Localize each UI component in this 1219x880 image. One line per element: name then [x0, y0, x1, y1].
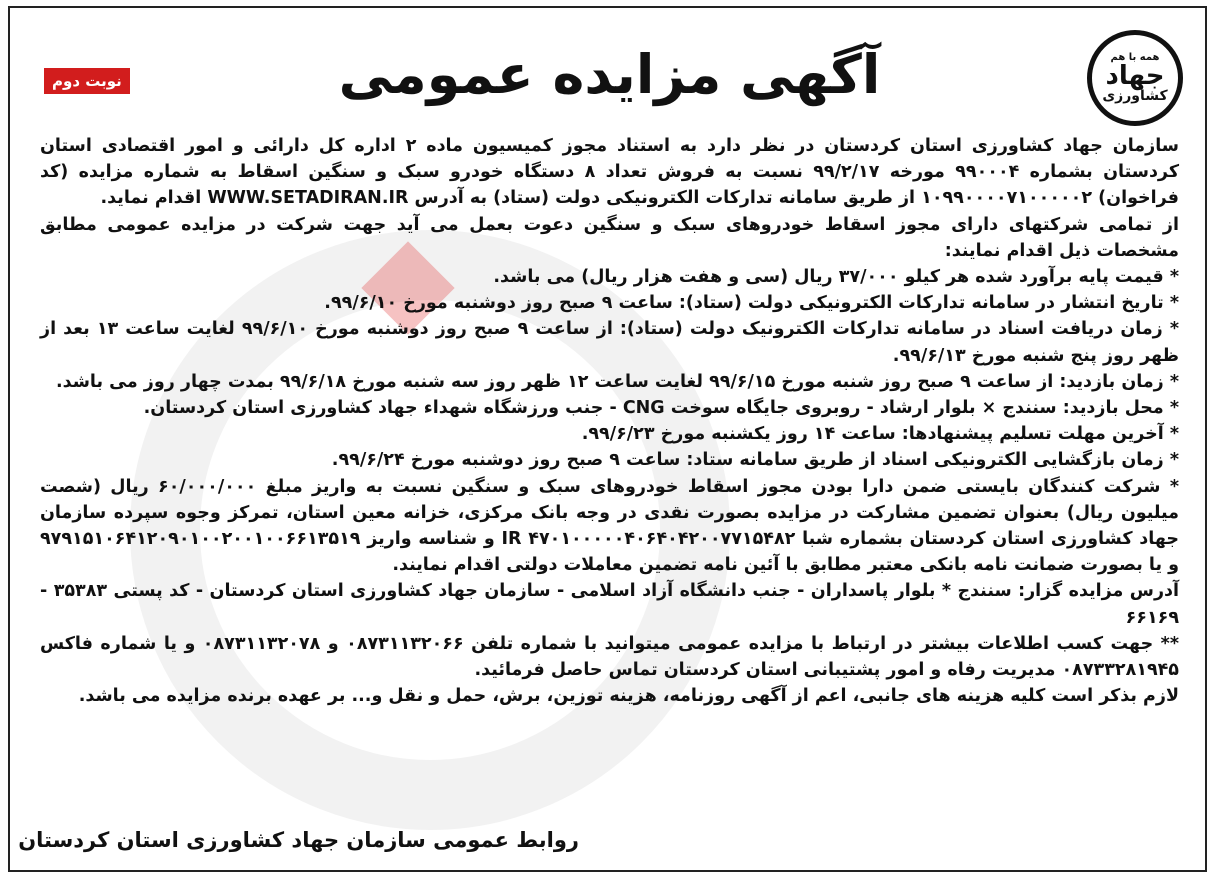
item-deadline: * آخرین مهلت تسلیم پیشنهادها: ساعت ۱۴ روز یکشنبه مورخ ۹۹/۶/۲۳.: [581, 424, 1179, 445]
second-round-badge: نوبت دوم: [44, 68, 130, 94]
logo-line-1: همه با هم: [1110, 52, 1160, 63]
ad-body: [40, 133, 1179, 709]
logo-line-2: جهاد: [1105, 61, 1165, 91]
item-base-price: * قیمت پایه برآورد شده هر کیلو ۳۷/۰۰۰ ریال (سی و هفت هزار ریال) می باشد.: [493, 267, 1179, 288]
item-opening: * زمان بازگشایی الکترونیکی اسناد از طریق سامانه ستاد: ساعت ۹ صبح روز دوشنبه مورخ ۹۹/۶/۲۴.: [331, 450, 1179, 471]
item-documents-period: * زمان دریافت اسناد در سامانه تدارکات الکترونیک دولت (ستاد): از ساعت ۹ صبح روز دوشنبه مورخ ۹۹/۶/۱۰ لغایت ساعت ۱۳ بعد از ظهر روز پنج شنبه مورخ ۹۹/۶/۱۳.: [40, 319, 1179, 366]
logo-line-3: کشاورزی: [1102, 88, 1168, 104]
item-contact: ** جهت کسب اطلاعات بیشتر در ارتباط با مزایده عمومی میتوانید با شماره تلفن ۰۸۷۳۱۱۳۲۰۶۶ و ۰۸۷۳۱۱۳۲۰۷۸ و یا شماره فاکس ۰۸۷۳۳۲۸۱۹۴۵ مدیریت رفاه و امور پشتیبانی استان کردستان تماس حاصل فرمائید.: [40, 633, 1179, 681]
paragraph-intro: سازمان جهاد کشاورزی استان کردستان در نظر دارد به استناد مجوز کمیسیون ماده ۲ اداره کل دارائی و امور اقتصادی استان کردستان بشماره ۹۹۰۰۰۴ مورخه ۹۹/۲/۱۷ نسبت به فروش تعداد ۸ دستگاه خودرو سبک و سنگین اسقاط به شماره مزایده (کد فراخوان) ۱۰۹۹۰۰۰۰۷۱۰۰۰۰۰۲ از طریق سامانه تدارکات الکترونیکی دولت (ستاد) به آدرس WWW.SETADIRAN.IR اقدام نماید.: [40, 136, 1179, 209]
item-publish-date: * تاریخ انتشار در سامانه تدارکات الکترونیکی دولت (ستاد): ساعت ۹ صبح روز دوشنبه مورخ ۹۹/۶/۱۰.: [324, 293, 1179, 314]
page-title: آگهی مزایده عمومی: [338, 43, 881, 106]
item-visit-time: * زمان بازدید: از ساعت ۹ صبح روز شنبه مورخ ۹۹/۶/۱۵ لغایت ساعت ۱۲ ظهر روز سه شنبه مورخ ۹۹/۶/۱۸ بمدت چهار روز می باشد.: [55, 371, 1179, 392]
item-guarantee: * شرکت کنندگان بایستی ضمن دارا بودن مجوز اسقاط خودروهای سبک و سنگین نسبت به واریز مبلغ ۶۰/۰۰۰/۰۰۰ ریال (شصت میلیون ریال) بعنوان تضمین مشارکت در مزایده بصورت نقدی در وجه بانک مرکزی، خزانه معین استان، تمرکز وجوه سپرده سازمان جهاد کشاورزی استان کردستان بشماره شبا IR ۴۷۰۱۰۰۰۰۰۴۰۶۴۰۴۲۰۰۷۷۱۵۴۸۲ و شناسه واریز ۹۷۹۱۵۱۰۶۴۱۲۰۹۰۱۰۰۲۰۰۱۰۰۶۶۱۳۵۱۹ و یا بصورت ضمانت نامه بانکی معتبر مطابق با آئین نامه تضمین معاملات دولتی اقدام نمایند.: [40, 476, 1180, 576]
item-costs-note: لازم بذکر است کلیه هزینه های جانبی، اعم از آگهی روزنامه، هزینه توزین، برش، حمل و نقل و... بر عهده برنده مزایده می باشد.: [78, 686, 1179, 707]
paragraph-invite: از تمامی شرکتهای دارای مجوز اسقاط خودروهای سبک و سنگین دعوت بعمل می آید جهت شرکت در مزایده عمومی مطابق مشخصات ذیل اقدام نمایند:: [40, 214, 1179, 261]
item-address: آدرس مزایده گزار: سنندج * بلوار پاسداران - جنب دانشگاه آزاد اسلامی - سازمان جهاد کشاورزی استان کردستان - کد پستی ۳۵۳۸۳ - ۶۶۱۶۹: [40, 581, 1179, 628]
footer-signature: روابط عمومی سازمان جهاد کشاورزی استان کردستان: [18, 828, 579, 852]
item-visit-location: * محل بازدید: سنندج × بلوار ارشاد - روبروی جایگاه سوخت CNG - جنب ورزشگاه شهداء جهاد کشاورزی استان کردستان.: [143, 398, 1179, 419]
